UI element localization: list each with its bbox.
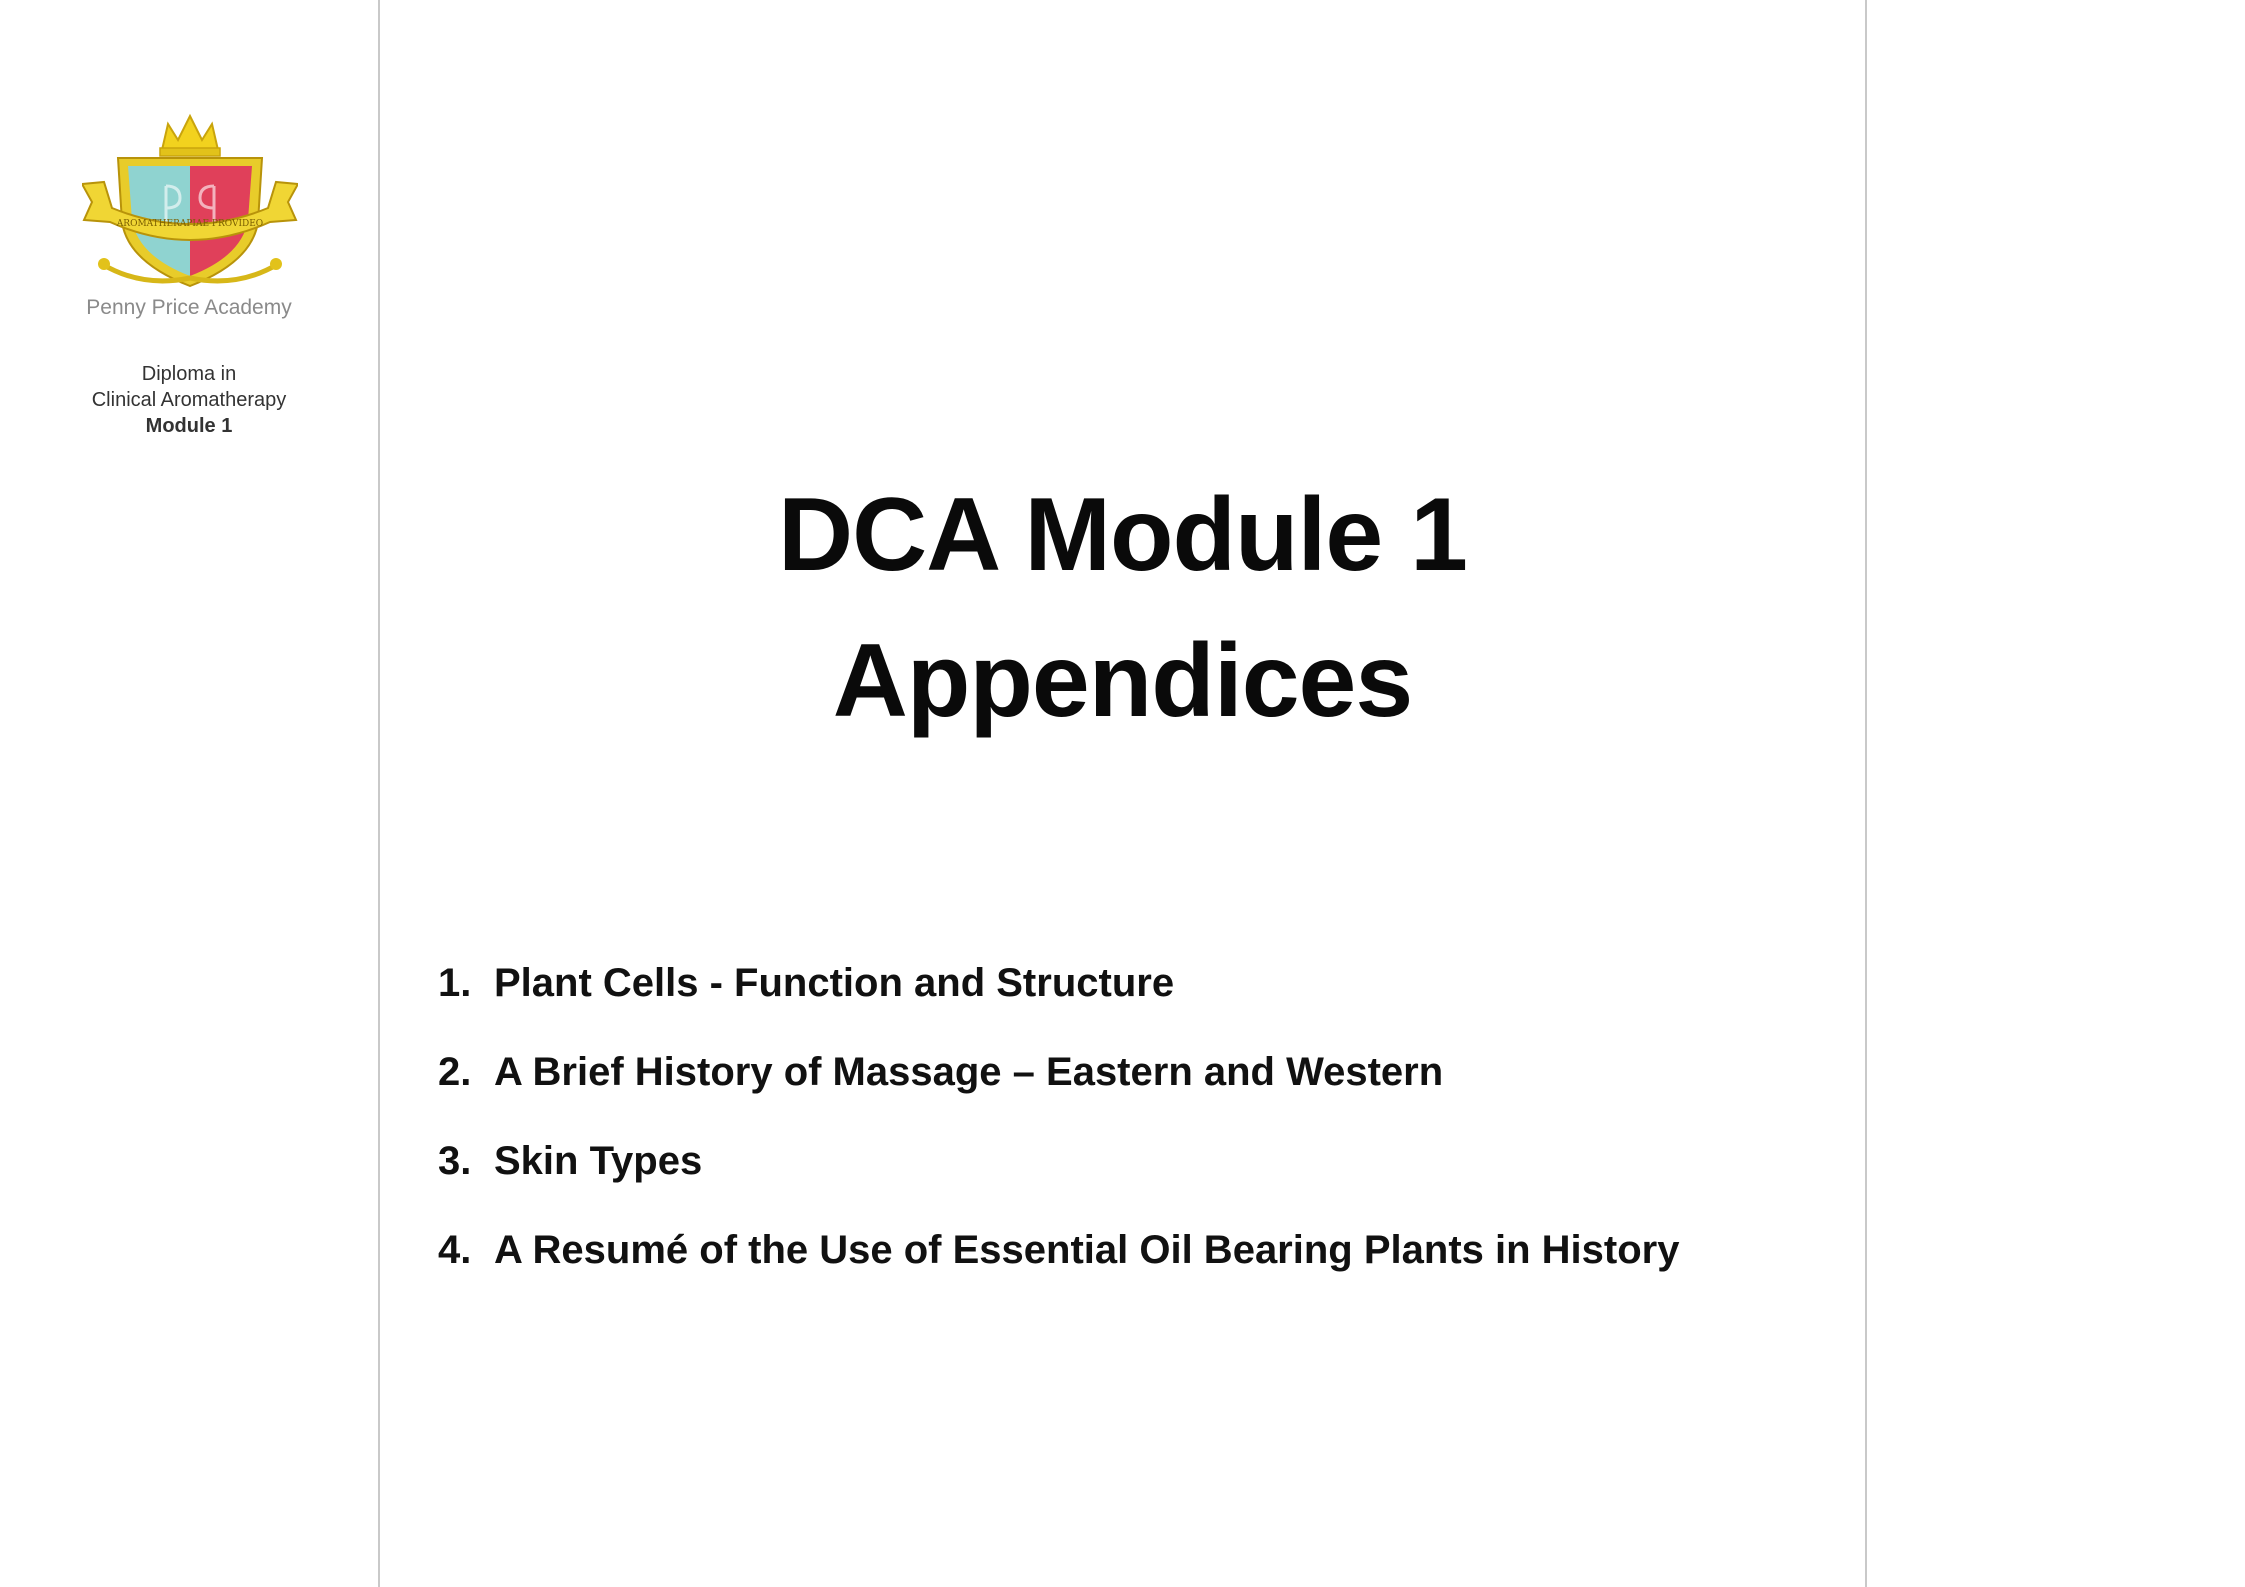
list-item	[438, 1222, 1679, 1311]
sidebar	[0, 0, 378, 1587]
academy-name: Penny Price Academy	[86, 296, 292, 319]
list-item	[438, 1133, 1679, 1222]
title-line-1: DCA Module 1	[777, 477, 1468, 593]
academy-crest-logo	[82, 112, 298, 292]
appendix-list	[438, 955, 1679, 1311]
course-caption	[0, 361, 378, 439]
list-item-number: 3.	[438, 1139, 472, 1183]
caption-line-course: Clinical Aromatherapy	[91, 389, 287, 411]
page-title	[380, 462, 1865, 754]
list-item	[438, 955, 1679, 1044]
list-item-number: 4.	[438, 1228, 472, 1272]
list-item-label: Plant Cells - Function and Structure	[494, 961, 1175, 1005]
list-item-label: Skin Types	[494, 1139, 703, 1183]
list-item-number: 2.	[438, 1050, 472, 1094]
list-item-label: A Resumé of the Use of Essential Oil Bearing Plants in History	[494, 1228, 1680, 1272]
list-item-label: A Brief History of Massage – Eastern and Western	[494, 1050, 1444, 1094]
list-item-number: 1.	[438, 961, 472, 1005]
crown-icon	[160, 116, 220, 156]
main-content	[380, 0, 1865, 1587]
list-item	[438, 1044, 1679, 1133]
caption-line-diploma: Diploma in	[141, 363, 237, 385]
title-line-2: Appendices	[832, 623, 1413, 739]
crest-motto: AROMATHERAPIAE PROVIDEO	[116, 219, 264, 229]
caption-line-module: Module 1	[145, 415, 233, 437]
right-margin-rule	[1865, 0, 1867, 1587]
